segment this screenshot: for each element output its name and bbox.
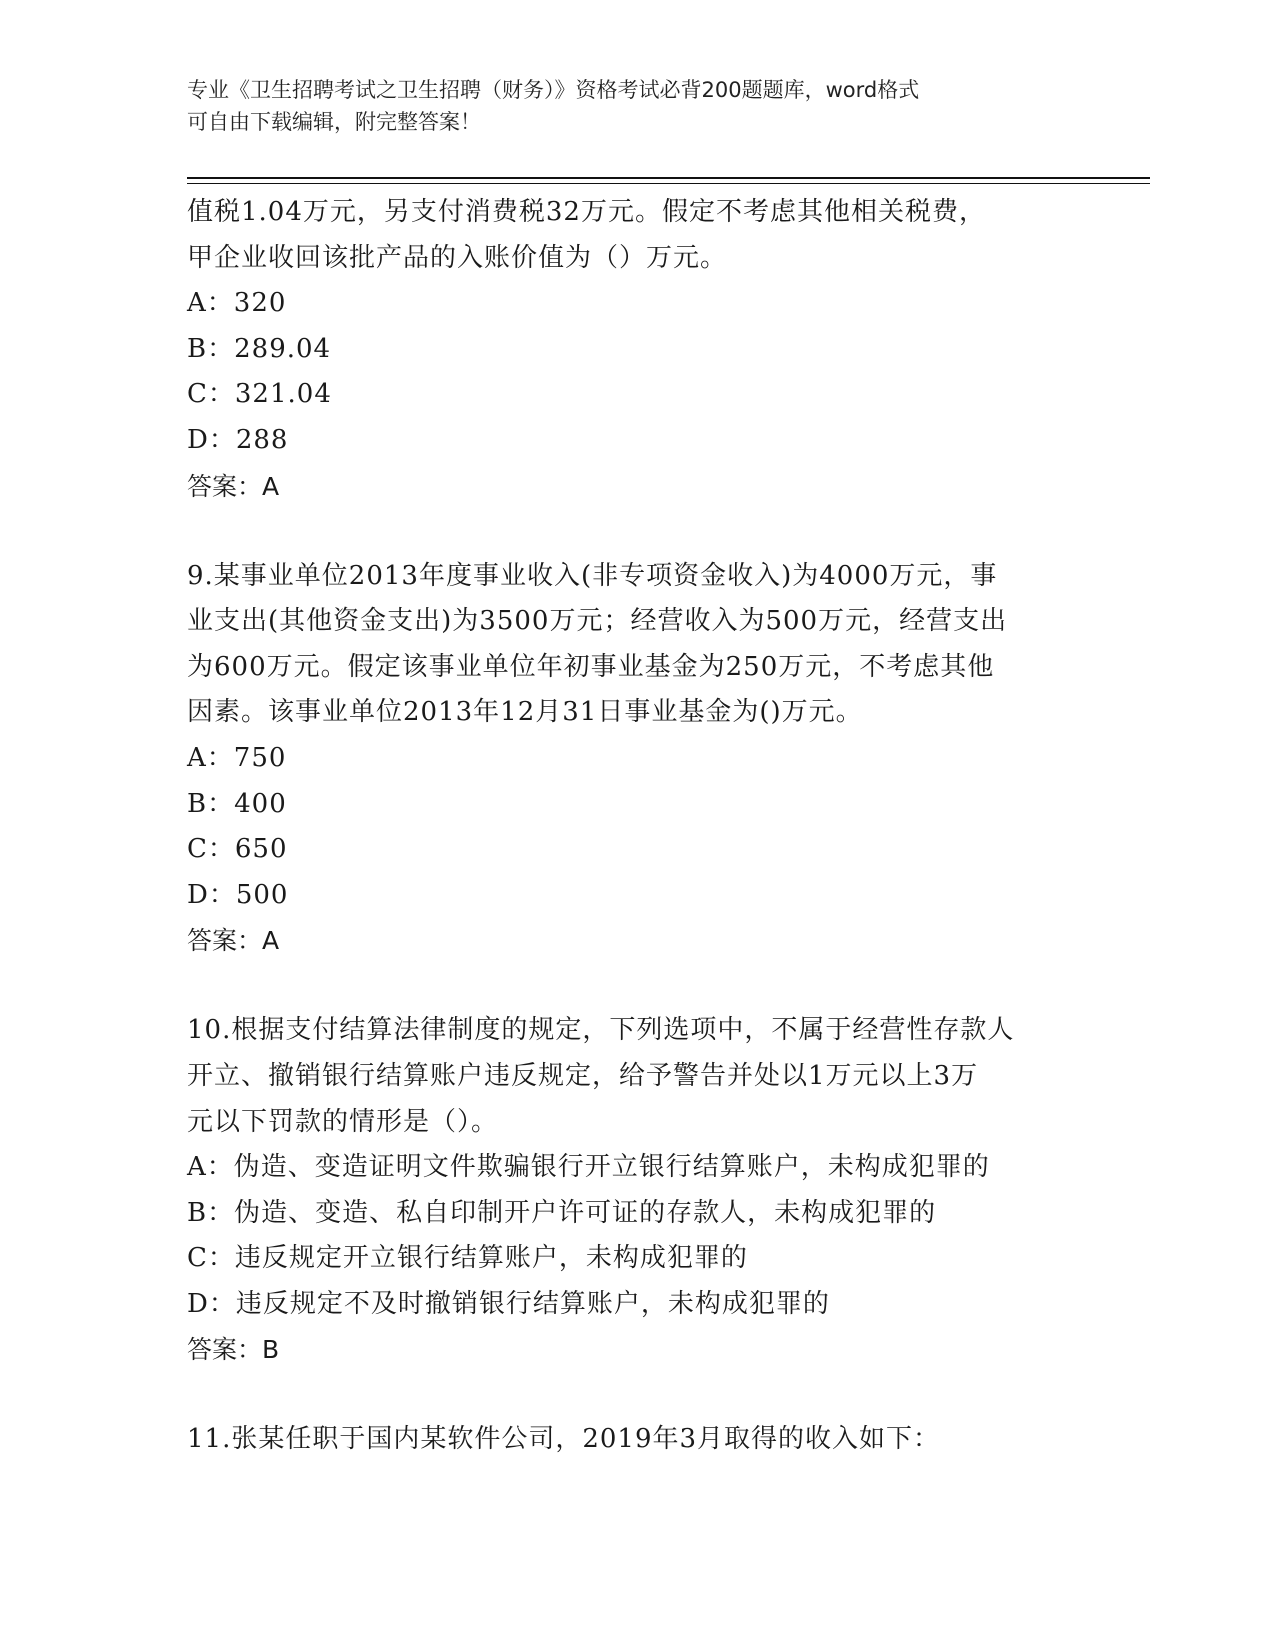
option-b: B：289.04: [187, 333, 332, 364]
option-d: D：违反规定不及时撤销银行结算账户，未构成犯罪的: [187, 1288, 830, 1319]
header-rule: [187, 177, 1150, 179]
question-text: 业支出(其他资金支出)为3500万元；经营收入为500万元，经营支出: [187, 606, 1008, 637]
question-9: [187, 554, 1087, 964]
option-b: B：伪造、变造、私自印制开户许可证的存款人，未构成犯罪的: [187, 1197, 937, 1228]
header-line: 可自由下载编辑，附完整答案！: [187, 110, 481, 134]
question-text: 10.根据支付结算法律制度的规定，下列选项中，不属于经营性存款人: [187, 1015, 1015, 1046]
option-c: C：321.04: [187, 379, 332, 410]
question-text: 9.某事业单位2013年度事业收入(非专项资金收入)为4000万元，事: [187, 560, 998, 591]
document-header: [187, 74, 1067, 138]
option-a: A：320: [187, 288, 287, 319]
answer: 答案：B: [187, 1335, 280, 1365]
answer: 答案：A: [187, 471, 280, 501]
header-line: 专业《卫生招聘考试之卫生招聘（财务）》资格考试必背200题题库，word格式: [187, 78, 920, 102]
question-text: 元以下罚款的情形是（）。: [187, 1106, 499, 1137]
option-a: A：伪造、变造证明文件欺骗银行开立银行结算账户，未构成犯罪的: [187, 1152, 990, 1183]
answer: 答案：A: [187, 926, 280, 956]
option-c: C：650: [187, 834, 288, 865]
option-d: D：288: [187, 424, 289, 455]
question-text: 甲企业收回该批产品的入账价值为（）万元。: [187, 242, 728, 273]
question-text: 为600万元。假定该事业单位年初事业基金为250万元，不考虑其他: [187, 651, 995, 682]
question-11: [187, 1417, 1087, 1463]
document-body: [187, 190, 1087, 1463]
question-10: [187, 1008, 1087, 1372]
question-text: 值税1.04万元，另支付消费税32万元。假定不考虑其他相关税费，: [187, 197, 986, 227]
question-text: 因素。该事业单位2013年12月31日事业基金为()万元。: [187, 697, 863, 728]
option-a: A：750: [187, 742, 287, 773]
header-rule-thin: [187, 183, 1150, 184]
option-d: D：500: [187, 879, 289, 910]
question-text: 开立、撤销银行结算账户违反规定，给予警告并处以1万元以上3万: [187, 1060, 979, 1091]
option-c: C：违反规定开立银行结算账户，未构成犯罪的: [187, 1243, 748, 1274]
question-text: 11.张某任职于国内某软件公司，2019年3月取得的收入如下：: [187, 1424, 941, 1455]
option-b: B：400: [187, 788, 287, 819]
question-8: [187, 190, 1087, 509]
